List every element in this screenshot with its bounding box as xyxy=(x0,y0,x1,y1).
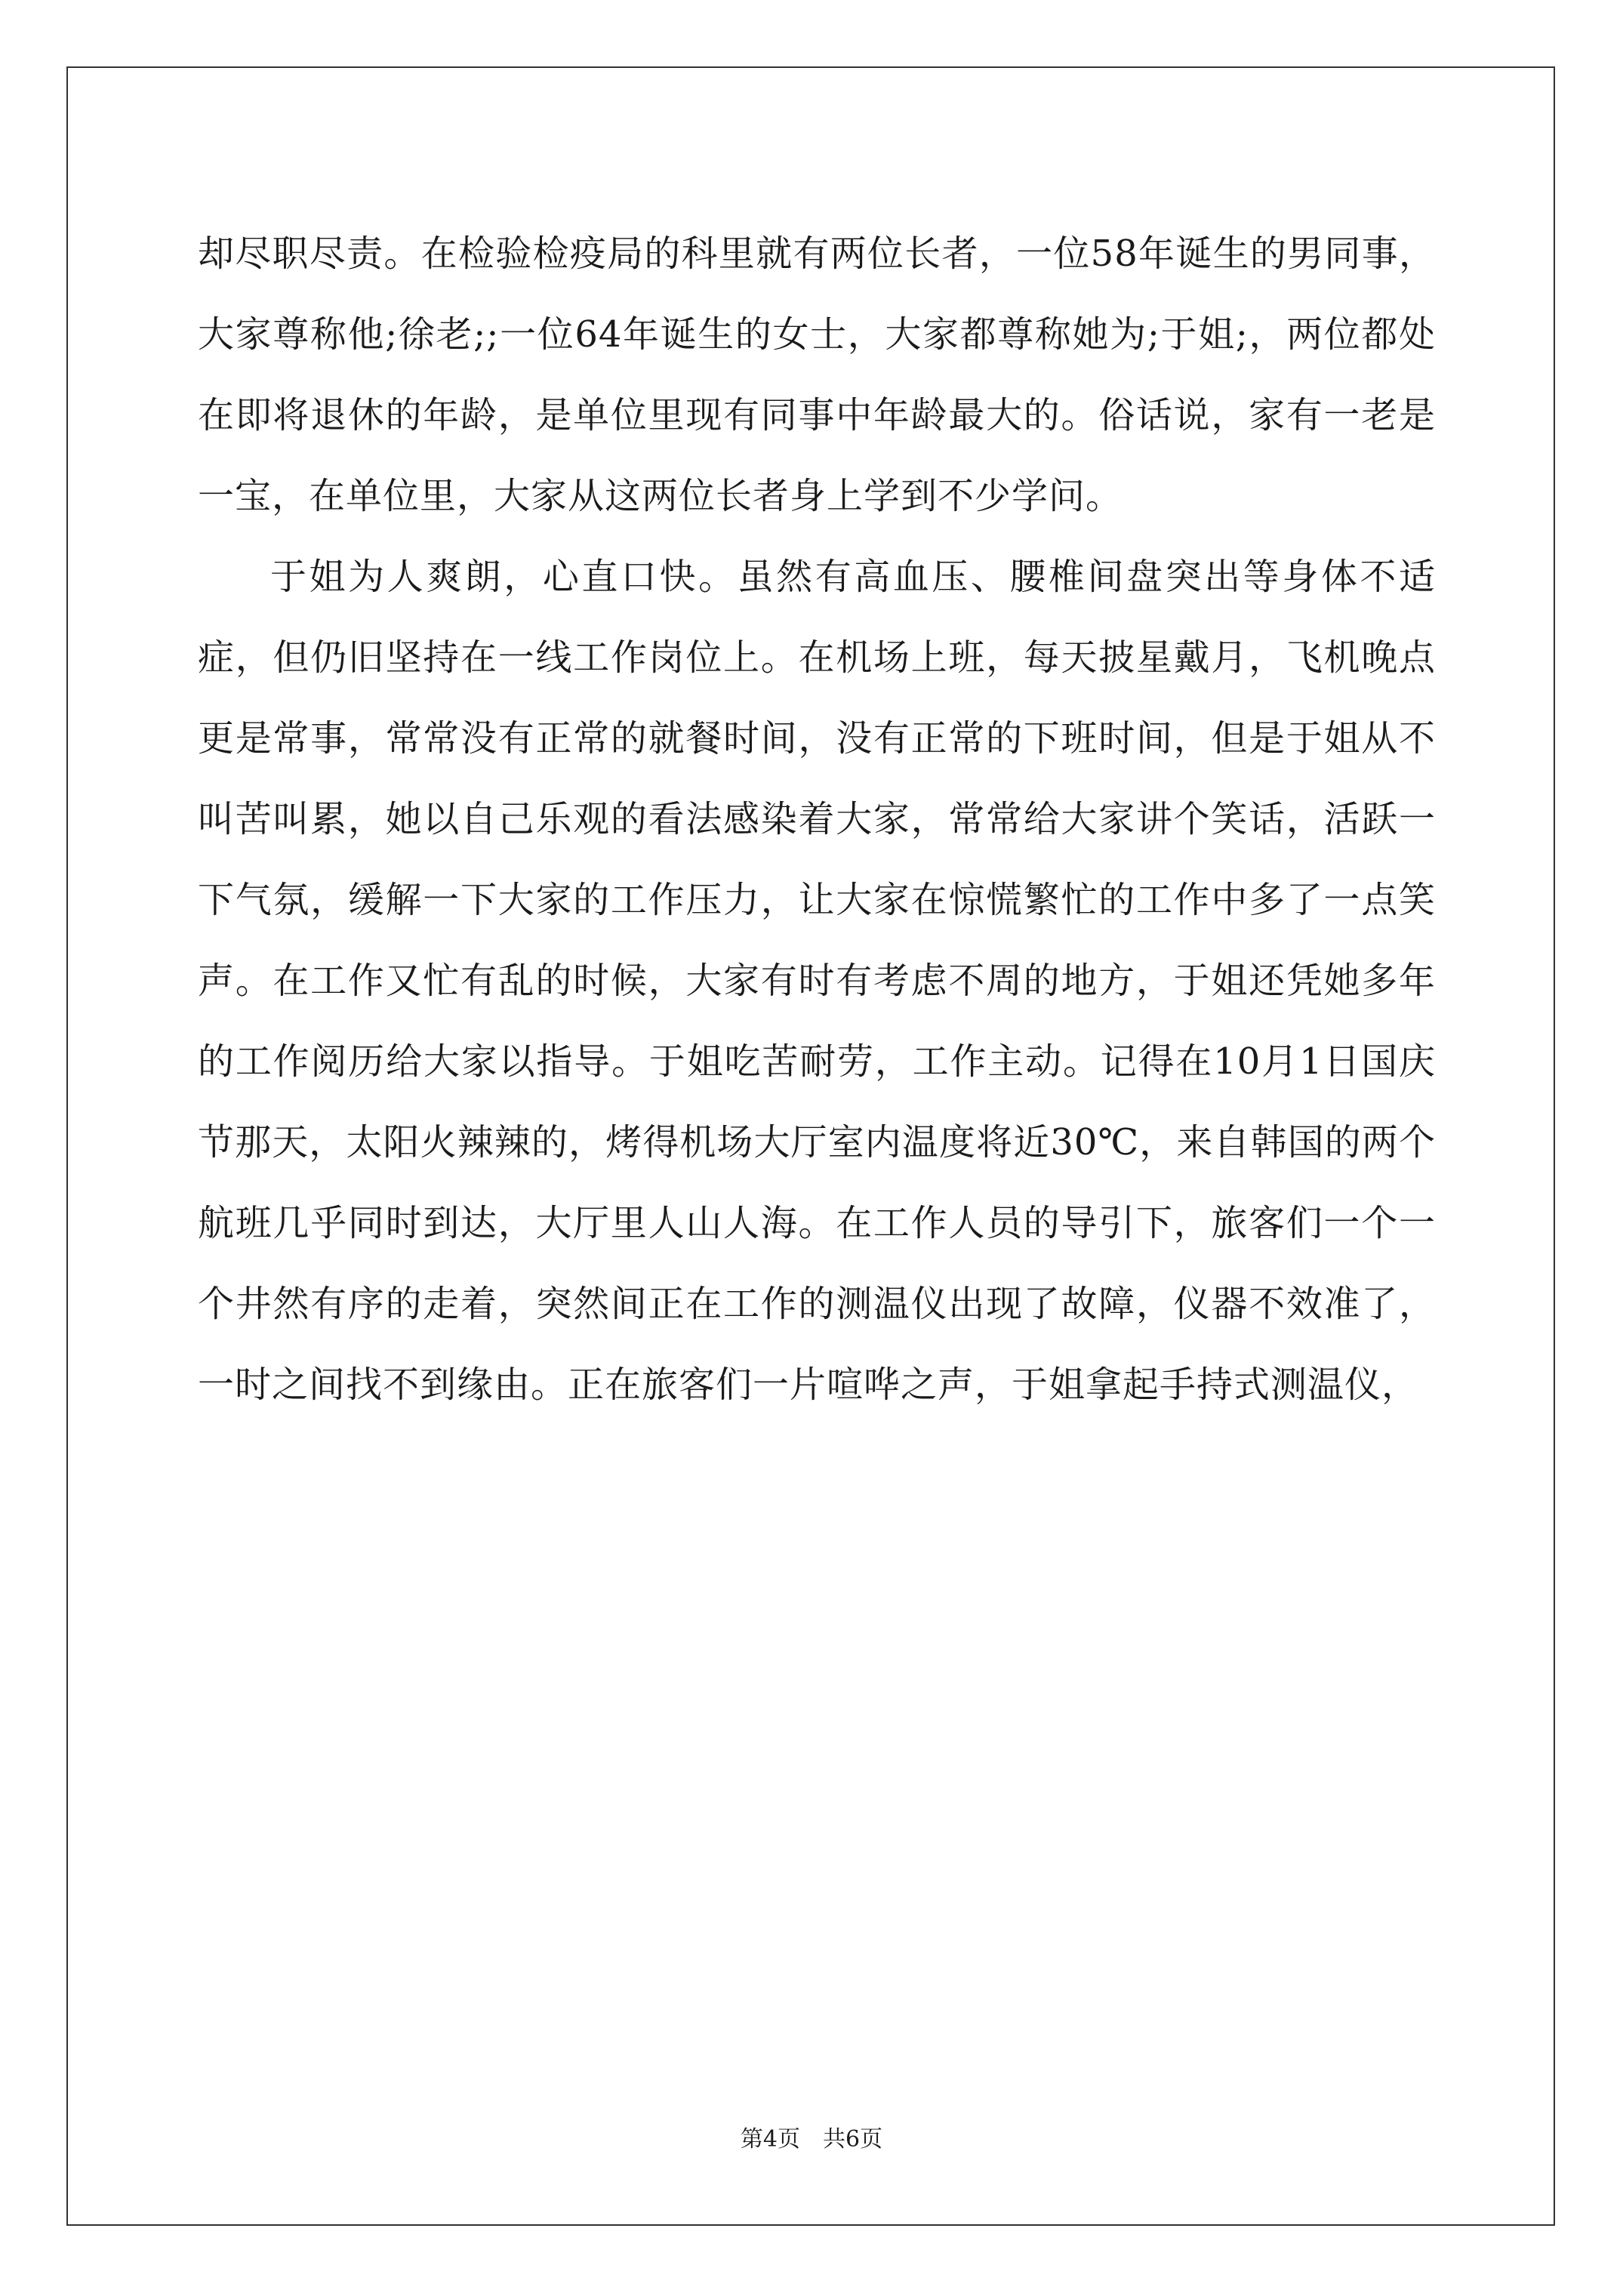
paragraph-1: 却尽职尽责。在检验检疫局的科里就有两位长者，一位58年诞生的男同事，大家尊称他;徐老;;一位64年诞生的女士，大家都尊称她为;于姐;，两位都处在即将退休的年龄，是单位里现有同事中年龄最大的。俗话说，家有一老是一宝，在单位里，大家从这两位长者身上学到不少学问。 xyxy=(198,233,1436,517)
paragraph-2: 于姐为人爽朗，心直口快。虽然有高血压、腰椎间盘突出等身体不适症，但仍旧坚持在一线工作岗位上。在机场上班，每天披星戴月，飞机晚点更是常事，常常没有正常的就餐时间，没有正常的下班时间，但是于姐从不叫苦叫累，她以自己乐观的看法感染着大家，常常给大家讲个笑话，活跃一下气氛，缓解一下大家的工作压力，让大家在惊慌繁忙的工作中多了一点笑声。在工作又忙有乱的时候，大家有时有考虑不周的地方，于姐还凭她多年的工作阅历给大家以指导。于姐吃苦耐劳，工作主动。记得在10月1日国庆节那天，太阳火辣辣的，烤得机场大厅室内温度将近30℃，来自韩国的两个航班几乎同时到达，大厅里人山人海。在工作人员的导引下，旅客们一个一个井然有序的走着，突然间正在工作的测温仪出现了故障，仪器不效准了，一时之间找不到缘由。正在旅客们一片喧哗之声，于姐拿起手持式测温仪， xyxy=(198,556,1436,1406)
document-body xyxy=(198,214,1436,1425)
page-footer: 第4页 共6页 xyxy=(740,2126,883,2153)
